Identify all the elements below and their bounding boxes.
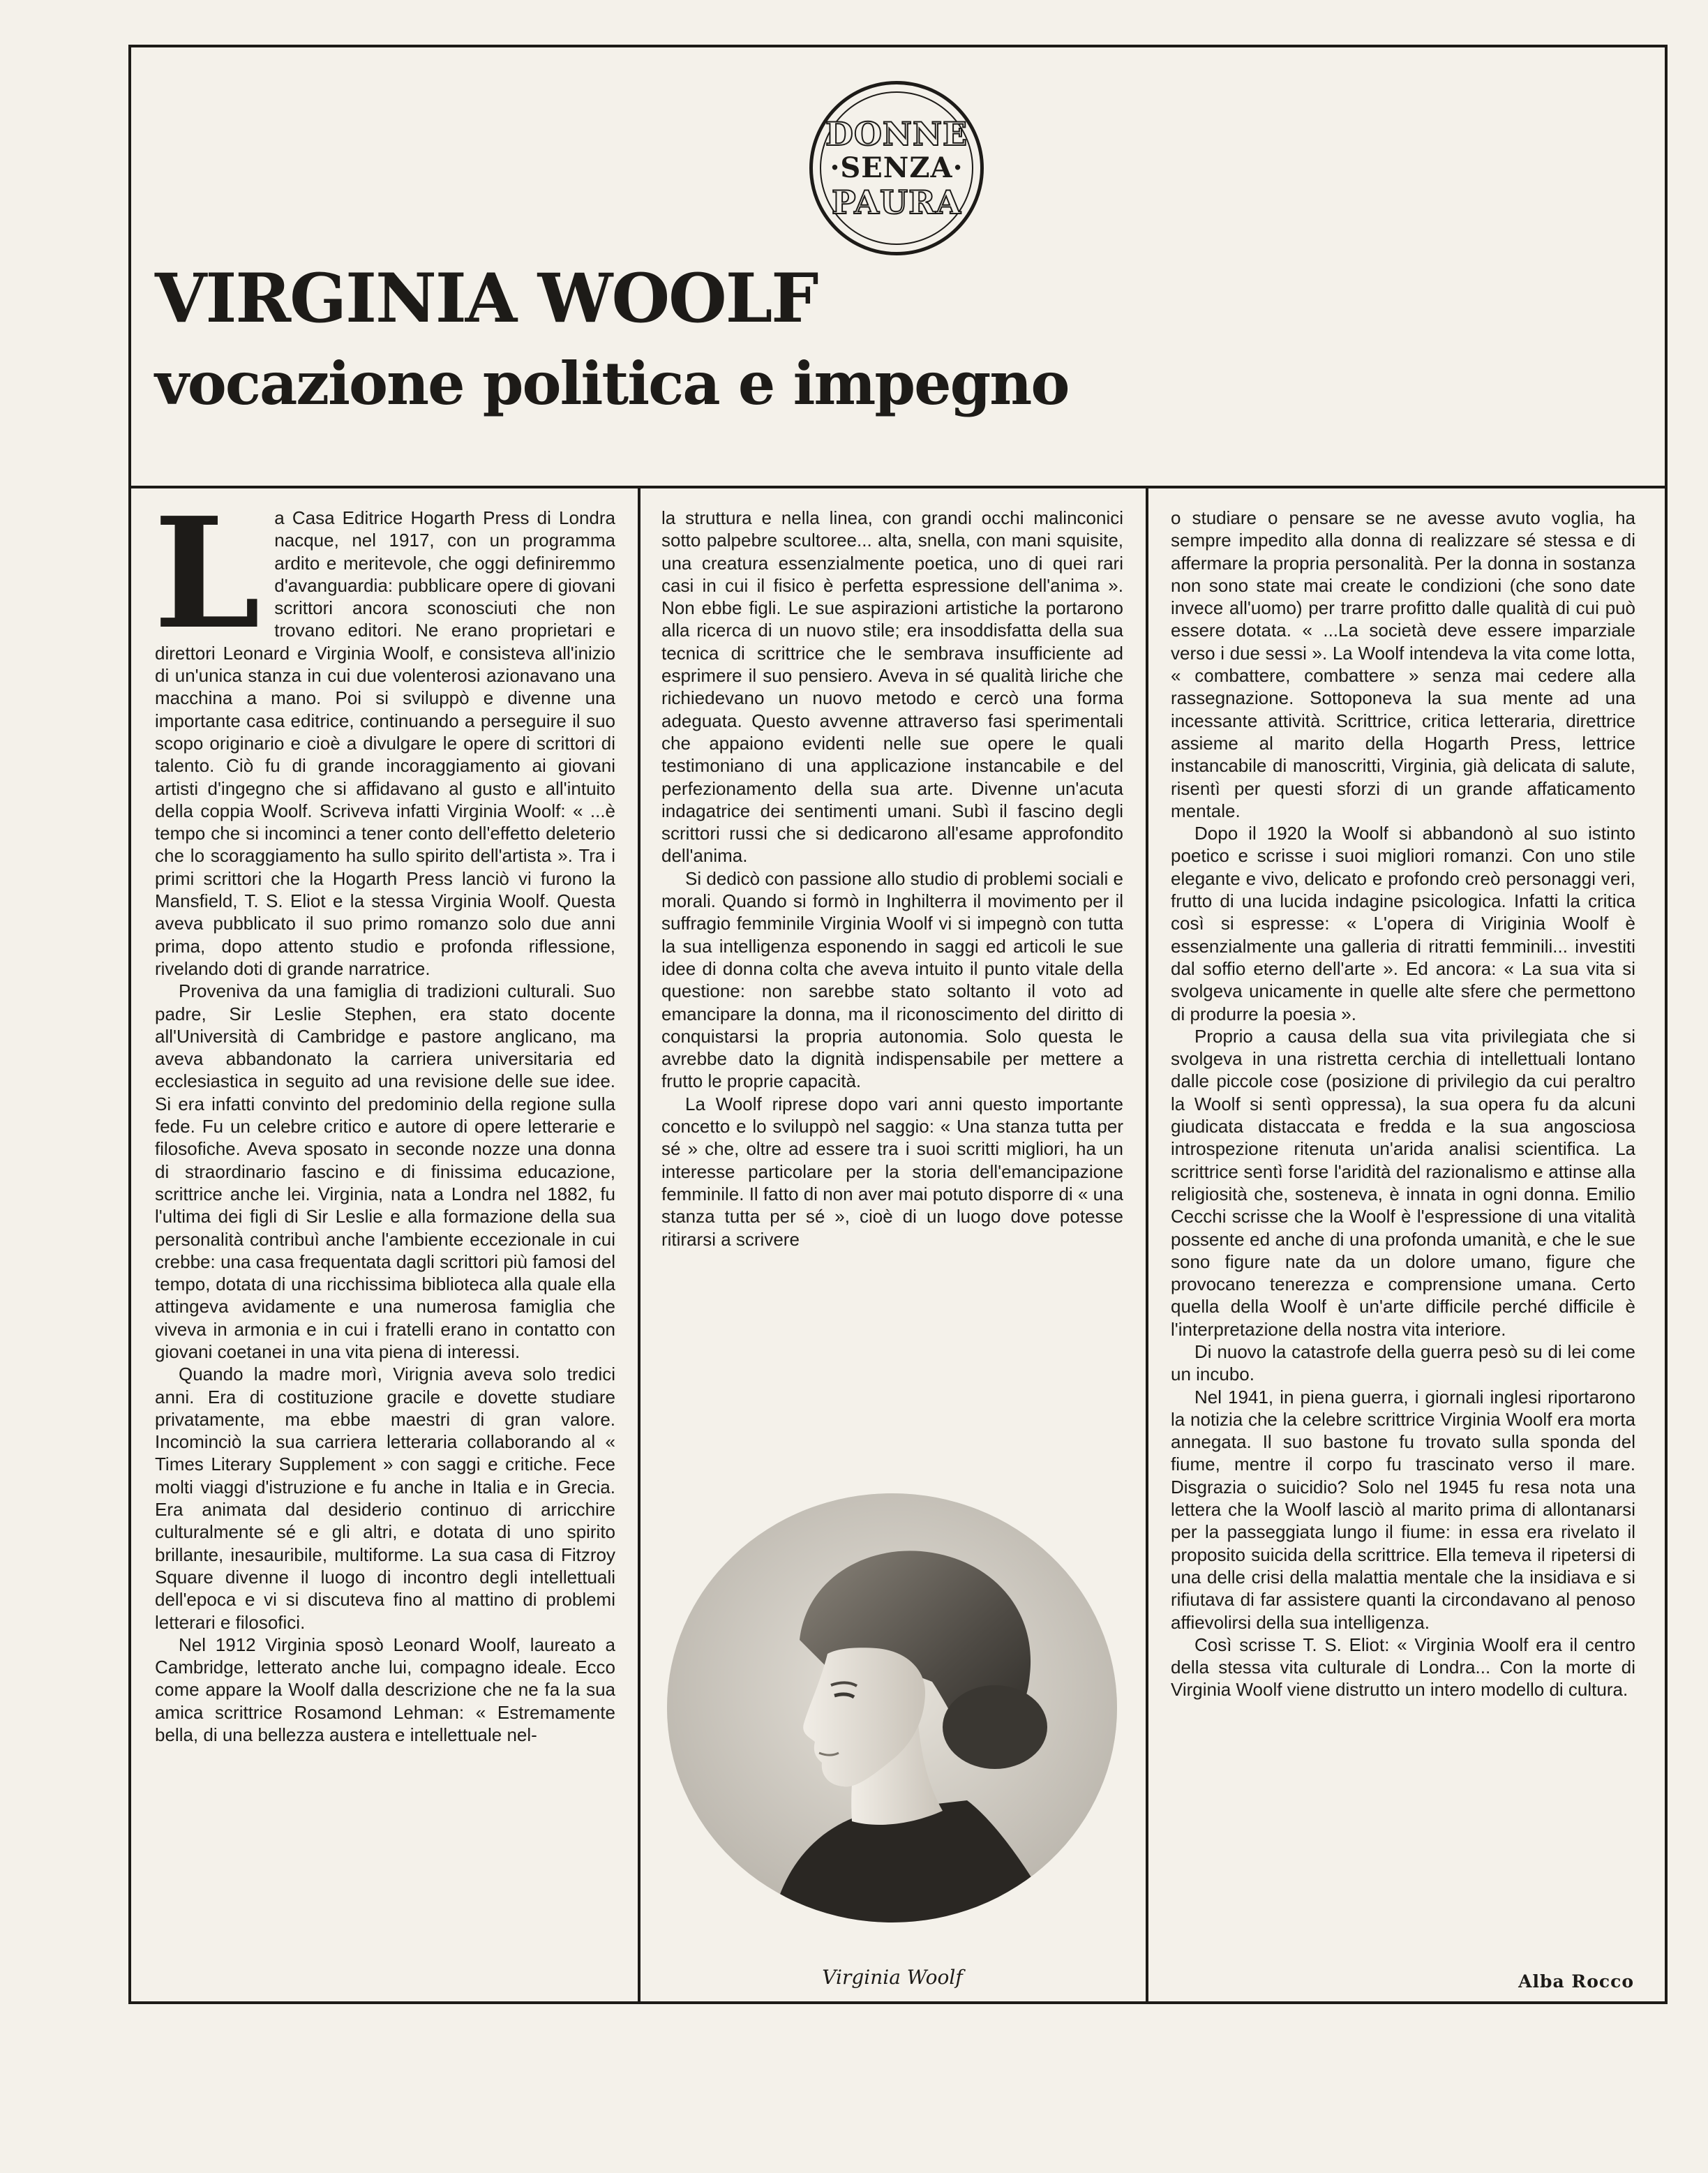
column-divider-2 [1146, 487, 1148, 2001]
text-column-1 [153, 484, 615, 1746]
drop-cap: L [153, 484, 261, 663]
article-frame [128, 45, 1668, 2004]
column-divider-1 [638, 487, 640, 2001]
paragraph: Si dedicò con passione allo studio di problemi sociali e morali. Quando si formò in Inghilterra il movimento per il suffragio femminile Virginia Woolf vi si impegnò con tutta la sua intelligenza esponendo in saggi ed articoli le sue idee di donna colta che aveva intuito il punto vitale della questione: non sarebbe stato soltanto il voto ad emancipare la donna, ma il riconoscimento del diritto di conquistarsi la propria autonomia. Solo questa le avrebbe dato la dignità indispensabile per mettere a frutto le proprie capacità. [661, 867, 1123, 1092]
paragraph: Quando la madre morì, Virignia aveva solo tredici anni. Era di costituzione gracile e dovette studiare privatamente, ma ebbe maestri di gran valore. Incominciò la sua carriera letteraria collaborando al « Times Literary Supplement » con saggi e critiche. Fece molti viaggi d'istruzione e fu anche in Italia e in Grecia. Era animata dal desiderio continuo di arricchire culturalmente sé e gli altri, e dotata di uno spirito brillante, inesauribile, multiforme. La sua casa di Fitzroy Square divenne il luogo di incontro degli intellettuali dell'epoca e vi si discuteva fino al mattino di problemi letterari e filosofici. [155, 1364, 615, 1633]
text-column-3 [1171, 507, 1635, 1701]
text-column-2 [661, 507, 1123, 1250]
paragraph: La Casa Editrice Hogarth Press di Londra nacque, nel 1917, con un programma ardito e meritevole, che oggi definiremmo d'avanguardia: pubblicare opere di giovani scrittori ancora sconosciuti che non trovano editori. Ne erano proprietari e direttori Leonard e Virginia Woolf, e consisteva all'inizio di un'unica stanza in cui due volenterosi azionavano una macchina a mano. Poi si sviluppò e divenne una importante casa editrice, continuando a perseguire il suo scopo originario e cioè a divulgare le opere di scrittori di talento. Ciò fu di grande incoraggiamento ai giovani artisti d'ingegno che si affidavano al gusto e all'intuito della coppia Woolf. Scriveva infatti Virginia Woolf: « ...è tempo che si incominci a tener conto dell'effetto deleterio che lo scoraggiamento ha sullo spirito dell'artista ». Tra i primi scrittori che la Hogarth Press lanciò vi furono la Mansfield, T. S. Eliot e la stessa Virginia Woolf. Questa aveva pubblicato il suo primo romanzo solo due anni prima, dopo attento studio e profonda riflessione, rivelando doti di grande narratrice. [153, 484, 615, 979]
paragraph: Dopo il 1920 la Woolf si abbandonò al suo istinto poetico e scrisse i suoi migliori romanzi. Con uno stile elegante e vivo, delicato e profondo creò personaggi veri, frutto di una lucida indagine psicologica. Infatti la critica così si espresse: « L'opera di Viriginia Woolf è essenzialmente una galleria di ritratti femminili... investiti dal soffio eterno dell'arte ». Ed ancora: « La sua vita si svolgeva unicamente in quelle alte sfere che permettono di produrre la poesia ». [1171, 823, 1635, 1024]
article-title: VIRGINIA WOOLF [155, 259, 818, 338]
paragraph: La Woolf riprese dopo vari anni questo importante concetto e lo sviluppò nel saggio: « Una stanza tutta per sé » che, oltre ad essere tra i suoi scritti migliori, ha un interesse particolare per la storia dell'emancipazione femminile. Il fatto di non aver mai potuto disporre di « una stanza tutta per sé », cioè di un luogo dove potesse ritirarsi a scrivere [661, 1093, 1123, 1250]
badge-line-3: PAURA [832, 184, 961, 221]
paragraph: Nel 1941, in piena guerra, i giornali inglesi riportarono la notizia che la celebre scrittrice Virginia Woolf era morta annegata. Il suo bastone fu trovato sulla sponda del fiume, mentre il corpo fu trascinato verso il mare. Disgrazia o suicidio? Solo nel 1945 fu resa nota una lettera che la Woolf lasciò al marito prima di allontanarsi per la passeggiata lungo il fiume: in essa era rivelato il proposito suicida della scrittrice. Ella temeva il ripetersi di una delle crisi della malattia mentale che la insidiava e si rifiutava di far assistere quanti la circondavano al penoso affievolirsi della sua intelligenza. [1171, 1386, 1635, 1633]
paragraph: Di nuovo la catastrofe della guerra pesò su di lei come un incubo. [1171, 1341, 1635, 1385]
badge-line-1: DONNE [825, 115, 968, 153]
author-signature: Alba Rocco [1518, 1971, 1634, 1992]
article-subtitle: vocazione politica e impegno [155, 349, 1069, 418]
portrait-caption: Virginia Woolf [822, 1966, 963, 1989]
paragraph: o studiare o pensare se ne avesse avuto voglia, ha sempre impedito alla donna di realizzare sé stessa e di affermare la propria personalità. Per la donna in sostanza non sono state mai create le condizioni (che sono date invece all'uomo) per trarre profitto dalle qualità di cui può essere dotata. « ...La società deve essere imparziale verso i due sessi ». La Woolf intendeva la vita come lotta, « combattere, combattere » senza mai cedere alla rassegnazione. Sottoponeva la sua mente ad una incessante attività. Scrittrice, critica letteraria, direttrice assieme al marito della Hogarth Press, lettrice instancabile di manoscritti, Virginia, già delicata di salute, risentì per questi sforzi di un grande affaticamento mentale. [1171, 507, 1635, 821]
paragraph: la struttura e nella linea, con grandi occhi malinconici sotto palpebre scultoree... alta, snella, con mani squisite, una creatura essenzialmente poetica, uno di quei rari casi in cui il fisico è perfetta espressione dell'anima ». Non ebbe figli. Le sue aspirazioni artistiche la portarono alla ricerca di un nuovo stile; era insoddisfatta della sua tecnica di scrittrice che le sembrava insufficiente ad esprimere il suo pensiero. Aveva in sé qualità liriche che richiedevano un nuovo metodo e cercò una forma adeguata. Questo avvenne attraverso fasi sperimentali che appaiono evidenti nelle sue opere le quali testimoniano di una applicazione instancabile e del perfezionamento della sua arte. Divenne un'acuta indagatrice dei sentimenti umani. Subì il fascino degli scrittori russi che si dedicarono all'esame approfondito dell'anima. [661, 507, 1123, 867]
paragraph: Nel 1912 Virginia sposò Leonard Woolf, laureato a Cambridge, letterato anche lui, compagno ideale. Ecco come appare la Woolf dalla descrizione che ne fa la sua amica scrittrice Rosamond Lehman: « Estremamente bella, di una bellezza austera e intellettuale nel- [155, 1634, 615, 1746]
paragraph: Proprio a causa della sua vita privilegiata che si svolgeva in una ristretta cerchia di intellettuali lontano dalle piccole cose (posizione di privilegio da cui peraltro la Woolf si sentì oppressa), la sua opera fu da alcuni giudicata distaccata e fredda e la sua angosciosa introspezione ritenuta un'arida analisi scientifica. La scrittrice sentì forse l'aridità del razionalismo e attinse alla religiosità che, sosteneva, è innata in ogni donna. Emilio Cecchi scrisse che la Woolf è l'espressione di una vitalità possente ed anche di una profonda umanità, e che le sue sono figure nate da un dolore umano, figure che provocano tenerezza e comprensione umana. Certo quella della Woolf è un'arte difficile perché difficile è l'interpretazione della nostra vita interiore. [1171, 1025, 1635, 1340]
header-divider [131, 486, 1665, 488]
badge-line-2: ·SENZA· [830, 151, 964, 184]
virginia-woolf-portrait [667, 1493, 1117, 1922]
donne-senza-paura-badge [809, 81, 984, 255]
paragraph: Proveniva da una famiglia di tradizioni culturali. Suo padre, Sir Leslie Stephen, era stato docente all'Università di Cambridge e pastore anglicano, ma aveva abbandonato la carriera universitaria ed ecclesiastica in seguito ad una revisione delle sue idee. Si era infatti convinto del predominio della regione sulla fede. Fu un celebre critico e autore di opere letterarie e filosofiche. Aveva sposato in seconde nozze una donna di straordinario fascino e di finissima educazione, scrittrice anche lei. Virginia, nata a Londra nel 1882, fu l'ultima dei figli di Sir Leslie e alla formazione della sua personalità contribuì anche l'ambiente eccezionale in cui crebbe: una casa frequentata dagli scrittori più famosi del tempo, dotata di una ricchissima biblioteca alla quale ella attingeva avidamente e una numerosa famiglia che viveva in armonia e in cui i fratelli erano in contatto con giovani coetanei in una vita piena di interessi. [155, 980, 615, 1362]
portrait-image [667, 1493, 1117, 1922]
paragraph: Così scrisse T. S. Eliot: « Virginia Woolf era il centro della stessa vita culturale di Londra... Con la morte di Virginia Woolf viene distrutto un intero modello di cultura. [1171, 1634, 1635, 1701]
